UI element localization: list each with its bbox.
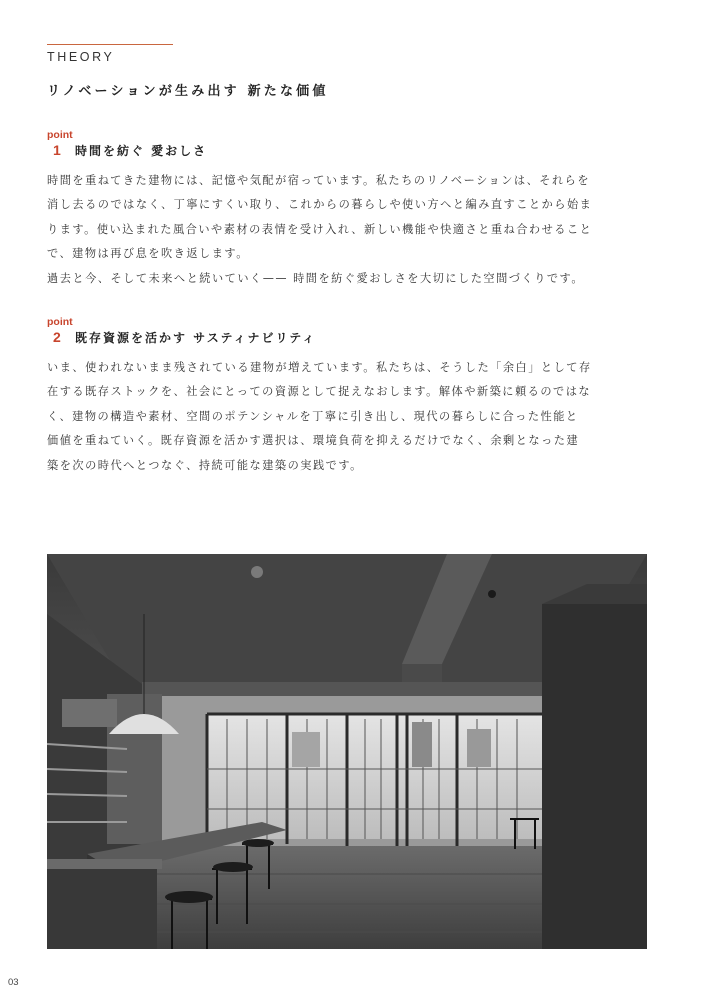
body-line: 時間を重ねてきた建物には、記憶や気配が宿っています。私たちのリノベーションは、それらを (47, 174, 591, 187)
point-number: 1 (53, 142, 61, 158)
header-rule (47, 44, 173, 45)
point-heading (47, 142, 657, 160)
interior-photo (47, 554, 647, 949)
body-line: く、建物の構造や素材、空間のポテンシャルを丁寧に引き出し、現代の暮らしに合った性能と (47, 409, 579, 423)
body-line: で、建物は再び息を吹き返します。 (47, 247, 249, 261)
body-line: 価値を重ねていく。既存資源を活かす選択は、環境負荷を抑えるだけでなく、余剰となった建 (47, 434, 580, 448)
point-title: 既存資源を活かす サスティナビリティ (75, 331, 317, 345)
body-line: 過去と今、そして未来へと続いていく—— 時間を紡ぐ愛おしさを大切にした空間づくりです。 (47, 271, 585, 285)
body-line: ります。使い込まれた風合いや素材の表情を受け入れ、新しい機能や快適さと重ね合わせること (47, 222, 593, 236)
point-label: point (47, 316, 73, 328)
point-label: point (47, 129, 73, 141)
section-label: THEORY (47, 50, 115, 64)
point-title: 時間を紡ぐ 愛おしさ (75, 144, 208, 158)
point-body (47, 169, 657, 291)
body-line: 在する既存ストックを、社会にとっての資源として捉えなおします。解体や新築に頼るのではな (47, 385, 592, 399)
point-heading (47, 329, 657, 347)
point-number: 2 (53, 329, 61, 345)
page-number: 03 (8, 977, 19, 988)
point-body (47, 356, 657, 478)
page-title: リノベーションが生み出す 新たな価値 (47, 84, 329, 99)
point-section-1 (47, 129, 657, 291)
point-section-2 (47, 316, 657, 478)
body-line: 消し去るのではなく、丁寧にすくい取り、これからの暮らしや使い方へと編み直すことから始ま (47, 198, 593, 212)
body-line: いま、使われないまま残されている建物が増えています。私たちは、そうした「余白」として存 (47, 361, 592, 374)
body-line: 築を次の時代へとつなぐ、持続可能な建築の実践です。 (47, 458, 363, 472)
